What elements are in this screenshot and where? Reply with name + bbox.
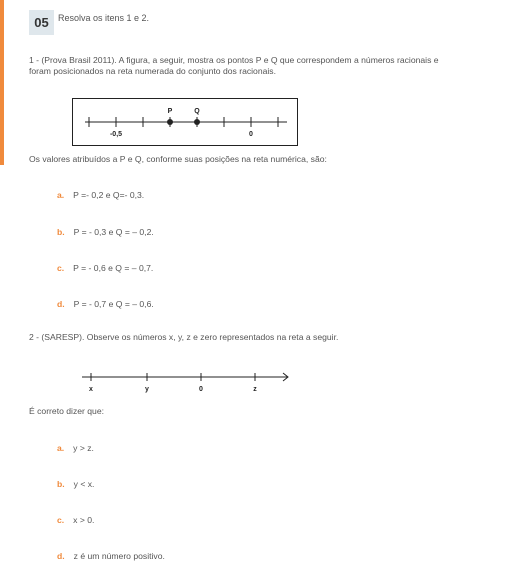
option-text: y > z.: [73, 443, 94, 453]
option-text: P =- 0,2 e Q=- 0,3.: [73, 190, 145, 200]
option-letter: b.: [57, 479, 65, 489]
label-y: y: [145, 386, 149, 393]
option-letter: c.: [57, 515, 65, 525]
tick-label-zero: 0: [249, 131, 253, 138]
option-text: P = - 0,3 e Q = – 0,2.: [73, 227, 154, 237]
label-x: x: [89, 386, 93, 393]
point-p-label: P: [167, 108, 173, 115]
item2-option-a[interactable]: [57, 443, 94, 453]
item2-question: É correto dizer que:: [29, 406, 104, 416]
accent-bar: [0, 0, 4, 165]
question-number-badge: 05: [29, 10, 54, 35]
item1-option-a[interactable]: [57, 190, 144, 200]
item2-statement: 2 - (SARESP). Observe os números x, y, z e zero representados na reta a seguir.: [29, 332, 339, 342]
item1-statement-line2: foram posicionados na reta numerada do conjunto dos racionais.: [29, 66, 276, 76]
option-text: P = - 0,7 e Q = – 0,6.: [73, 299, 154, 309]
point-q: [194, 119, 200, 125]
item1-option-c[interactable]: [57, 263, 153, 273]
point-q-label: Q: [194, 108, 200, 115]
item2-option-c[interactable]: [57, 515, 94, 525]
option-letter: c.: [57, 263, 65, 273]
item1-option-b[interactable]: [57, 227, 154, 237]
option-text: y < x.: [73, 479, 95, 489]
option-text: P = - 0,6 e Q = – 0,7.: [73, 263, 154, 273]
item1-option-d[interactable]: [57, 299, 154, 309]
option-letter: d.: [57, 299, 65, 309]
number-line-1-svg: [73, 99, 297, 145]
number-line-figure-2: [80, 366, 295, 396]
option-letter: b.: [57, 227, 65, 237]
tick-label-minus-half: -0,5: [109, 131, 123, 138]
option-letter: d.: [57, 551, 65, 561]
item2-option-b[interactable]: [57, 479, 94, 489]
point-p: [167, 119, 173, 125]
option-text: z é um número positivo.: [73, 551, 165, 561]
instruction-text: Resolva os itens 1 e 2.: [58, 13, 150, 23]
number-line-figure-1: [72, 98, 298, 146]
option-letter: a.: [57, 190, 65, 200]
item1-statement-line1: 1 - (Prova Brasil 2011). A figura, a seguir, mostra os pontos P e Q que correspondem a números racionais e: [29, 55, 439, 65]
label-zero: 0: [199, 386, 203, 393]
item1-question: Os valores atribuídos a P e Q, conforme suas posições na reta numérica, são:: [29, 154, 327, 164]
option-text: x > 0.: [73, 515, 95, 525]
label-z: z: [253, 386, 257, 393]
option-letter: a.: [57, 443, 65, 453]
item2-option-d[interactable]: [57, 551, 165, 561]
